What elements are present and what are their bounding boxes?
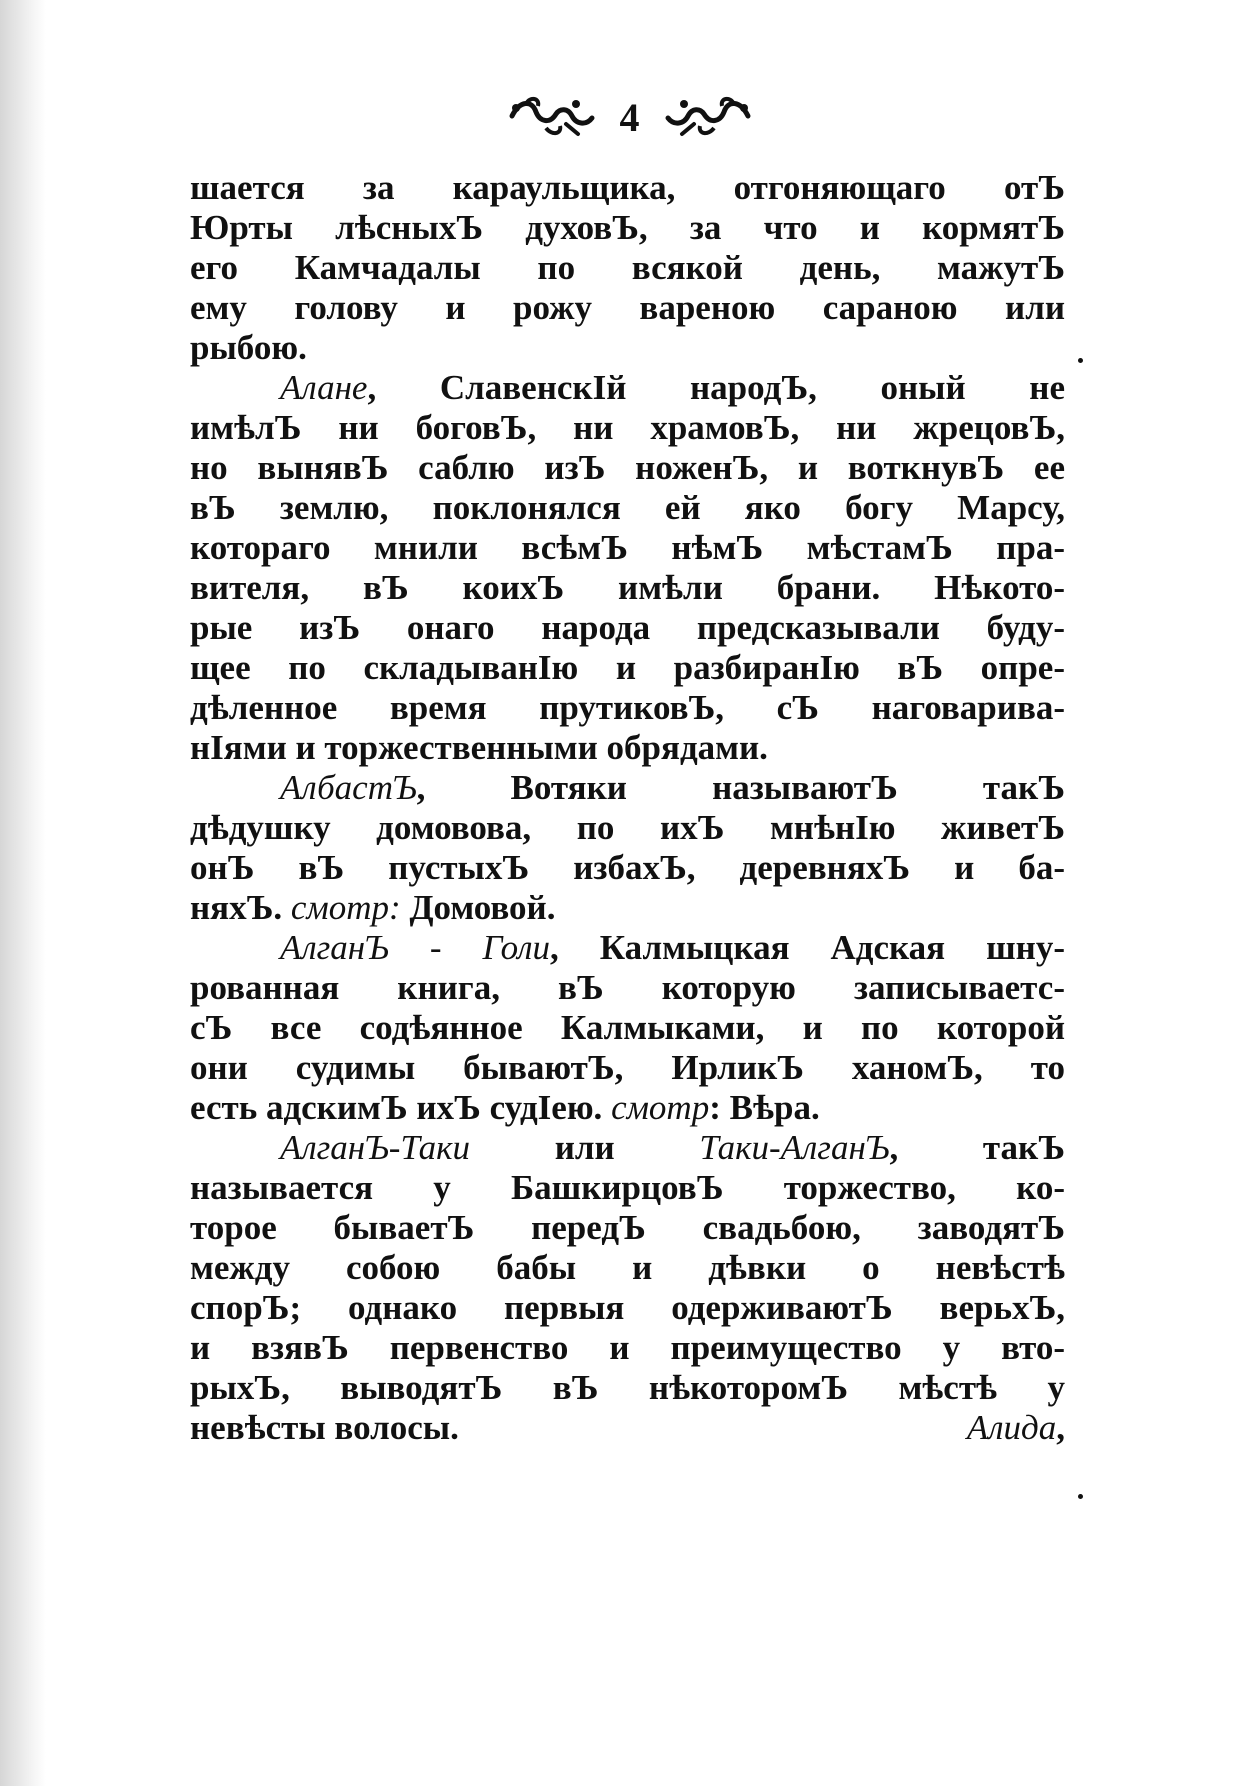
text-run: называется у БашкирцовЪ торжество, ко- (190, 1168, 1065, 1207)
text-line (190, 368, 1065, 408)
text-run: , Калмыцкая Адская шну- (549, 928, 1065, 967)
justified-run (190, 168, 1065, 208)
text-line (190, 1168, 1065, 1208)
page-edge-shadow (0, 0, 46, 1786)
page-body-text (190, 168, 1065, 1448)
italic-term: АлбастЪ (280, 768, 417, 807)
text-line (190, 648, 1065, 688)
italic-term: АлганЪ-Таки (280, 1128, 471, 1167)
text-line (190, 1048, 1065, 1088)
text-run: спорЪ; однако первыя одерживаютЪ верьхЪ, (190, 1288, 1065, 1327)
text-run: , Вотяки называютЪ такЪ (416, 768, 1065, 807)
text-line (190, 1088, 1065, 1128)
fleuron-right-icon (662, 94, 754, 143)
text-line (190, 488, 1065, 528)
text-run: рые изЪ онаго народа предсказывали буду- (190, 608, 1065, 647)
text-run: щее по складыванІю и разбиранІю вЪ опре- (190, 648, 1065, 687)
justified-run (190, 968, 1065, 1008)
text-line (190, 528, 1065, 568)
text-line (190, 1208, 1065, 1248)
text-run: имѣлЪ ни боговЪ, ни храмовЪ, ни жрецовЪ, (190, 408, 1065, 447)
text-line (190, 328, 1065, 368)
text-line (190, 1008, 1065, 1048)
text-run: , (1056, 1408, 1065, 1447)
justified-run (190, 1208, 1065, 1248)
italic-term: АлганЪ - Голи (280, 928, 550, 967)
text-run: они судимы бываютЪ, ИрликЪ ханомЪ, то (190, 1048, 1065, 1087)
justified-run (190, 248, 1065, 288)
italic-term: смотр: (290, 888, 401, 927)
text-run: торое бываетЪ передЪ свадьбою, заводятЪ (190, 1208, 1065, 1247)
page-header (0, 88, 1259, 148)
justified-run (190, 688, 1065, 728)
catchword (967, 1408, 1065, 1448)
text-run: и взявЪ первенство и преимущество у вто- (190, 1328, 1065, 1367)
text-run: есть адскимЪ ихЪ судІею. (190, 1088, 612, 1127)
text-run: котораго мнили всѣмЪ нѣмЪ мѣстамЪ пра- (190, 528, 1065, 567)
text-line (190, 968, 1065, 1008)
justified-run (190, 1008, 1065, 1048)
page-number: 4 (619, 95, 640, 140)
text-run: но вынявЪ саблю изЪ ноженЪ, и воткнувЪ ее (190, 448, 1065, 487)
justified-run (190, 1368, 1065, 1408)
text-line (190, 208, 1065, 248)
justified-run (280, 1128, 1065, 1168)
text-run: невѣсты волосы. (190, 1408, 459, 1447)
justified-run (190, 208, 1065, 248)
justified-run (190, 288, 1065, 328)
justified-run (190, 848, 1065, 888)
italic-term: Алида (966, 1408, 1057, 1447)
text-run: Юрты лѣсныхЪ духовЪ, за что и кормятЪ (190, 208, 1065, 247)
justified-run (280, 368, 1065, 408)
justified-run (190, 448, 1065, 488)
ink-speck (1078, 358, 1083, 363)
text-run: рыбою. (190, 328, 307, 367)
text-run: рыхЪ, выводятЪ вЪ нѣкоторомЪ мѣстѣ у (190, 1368, 1065, 1407)
italic-term: Таки-АлганЪ (699, 1128, 890, 1167)
justified-run (190, 1168, 1065, 1208)
italic-term: Алане (280, 368, 368, 407)
justified-run (190, 1248, 1065, 1288)
justified-run (280, 928, 1065, 968)
text-line (190, 888, 1065, 928)
text-line (190, 288, 1065, 328)
justified-run (190, 608, 1065, 648)
justified-run (190, 408, 1065, 448)
text-line (190, 808, 1065, 848)
text-run: его Камчадалы по всякой день, мажутЪ (190, 248, 1065, 287)
justified-run (190, 528, 1065, 568)
text-line (190, 1328, 1065, 1368)
text-run: вителя, вЪ коихЪ имѣли брани. Нѣкото- (190, 568, 1065, 607)
text-line (190, 168, 1065, 208)
text-line (190, 608, 1065, 648)
text-line (190, 248, 1065, 288)
justified-run (190, 1288, 1065, 1328)
text-line (190, 688, 1065, 728)
text-line (190, 1128, 1065, 1168)
text-run: : Вѣра. (709, 1088, 820, 1127)
text-run: рованная книга, вЪ которую записываетс- (190, 968, 1065, 1007)
text-run: ему голову и рожу вареною сараною или (190, 288, 1065, 327)
text-run: няхЪ. (190, 888, 291, 927)
text-run: между собою бабы и дѣвки о невѣстѣ (190, 1248, 1065, 1287)
text-line (190, 928, 1065, 968)
text-run: Домовой. (400, 888, 556, 927)
text-line (190, 408, 1065, 448)
text-line (190, 848, 1065, 888)
justified-run (190, 648, 1065, 688)
text-run: дѣленное время прутиковЪ, сЪ наговарива- (190, 688, 1065, 727)
text-run: , СлавенскІй народЪ, оный не (367, 368, 1065, 407)
text-line (190, 1408, 1065, 1448)
text-run: вЪ землю, поклонялся ей яко богу Марсу, (190, 488, 1065, 527)
text-run: нІями и торжественными обрядами. (190, 728, 768, 767)
text-line (190, 768, 1065, 808)
text-run: , такЪ (889, 1128, 1065, 1167)
text-line (190, 728, 1065, 768)
text-line (190, 448, 1065, 488)
text-run: шается за караульщика, отгоняющаго отЪ (190, 168, 1065, 207)
text-run: или (470, 1128, 700, 1167)
text-run: сЪ все содѣянное Калмыками, и по которой (190, 1008, 1065, 1047)
justified-run (190, 1048, 1065, 1088)
justified-run (190, 808, 1065, 848)
text-run: онЪ вЪ пустыхЪ избахЪ, деревняхЪ и ба- (190, 848, 1065, 887)
text-line (190, 1368, 1065, 1408)
justified-run (190, 568, 1065, 608)
justified-run (280, 768, 1065, 808)
text-line (190, 1288, 1065, 1328)
ink-speck (1078, 1494, 1083, 1499)
fleuron-left-icon (506, 94, 598, 143)
italic-term: смотр (611, 1088, 710, 1127)
text-run: дѣдушку домовова, по ихЪ мнѣнІю живетЪ (190, 808, 1065, 847)
text-line (190, 568, 1065, 608)
justified-run (190, 488, 1065, 528)
text-line (190, 1248, 1065, 1288)
justified-run (190, 1328, 1065, 1368)
